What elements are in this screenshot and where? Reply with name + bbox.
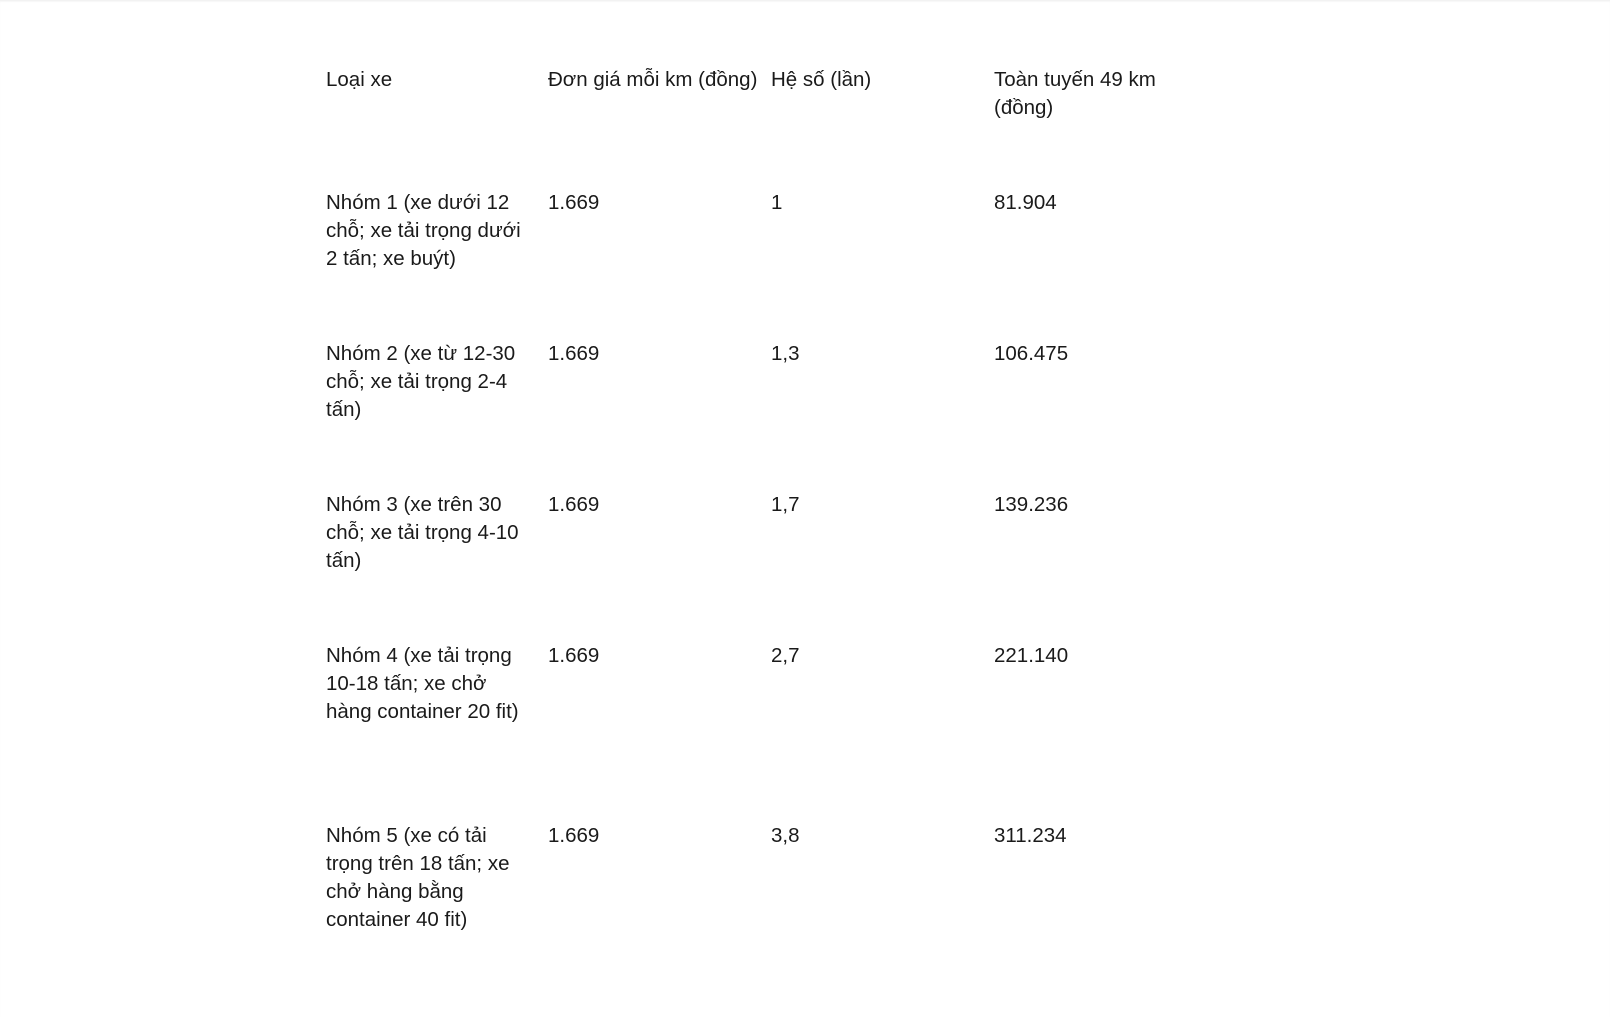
cell-vehicle-type: Nhóm 5 (xe có tải trọng trên 18 tấn; xe chở hàng bằng container 40 fit) (326, 824, 510, 931)
cell-coefficient: 2,7 (771, 644, 800, 667)
cell-total: 81.904 (994, 191, 1057, 214)
cell-total: 221.140 (994, 644, 1069, 667)
header-vehicle-type: Loại xe (326, 68, 393, 91)
cell-unit-price: 1.669 (548, 493, 600, 516)
cell-unit-price: 1.669 (548, 342, 600, 365)
cell-total: 311.234 (994, 824, 1067, 847)
cell-total: 139.236 (994, 493, 1069, 516)
table-row (320, 822, 1211, 962)
header-unit-price: Đơn giá mỗi km (đồng) (548, 68, 758, 91)
header-total: Toàn tuyến 49 km (đồng) (994, 68, 1156, 119)
cell-unit-price: 1.669 (548, 191, 600, 214)
cell-coefficient: 1,3 (771, 342, 800, 365)
table-row (320, 642, 1211, 822)
table-row (320, 189, 1211, 340)
table-row (320, 340, 1211, 491)
cell-unit-price: 1.669 (548, 644, 600, 667)
cell-coefficient: 1,7 (771, 493, 800, 516)
cell-vehicle-type: Nhóm 1 (xe dưới 12 chỗ; xe tải trọng dưới 2 tấn; xe buýt) (326, 191, 521, 270)
toll-fee-table (320, 66, 1211, 962)
header-coefficient: Hệ số (lần) (771, 68, 872, 91)
table-row (320, 491, 1211, 642)
cell-total: 106.475 (994, 342, 1069, 365)
cell-vehicle-type: Nhóm 2 (xe từ 12-30 chỗ; xe tải trọng 2-4 tấn) (326, 342, 516, 421)
cell-coefficient: 3,8 (771, 824, 800, 847)
cell-vehicle-type: Nhóm 4 (xe tải trọng 10-18 tấn; xe chở hàng container 20 fit) (326, 644, 519, 723)
cell-vehicle-type: Nhóm 3 (xe trên 30 chỗ; xe tải trọng 4-10 tấn) (326, 493, 519, 572)
table-header-row (320, 66, 1211, 189)
cell-unit-price: 1.669 (548, 824, 600, 847)
cell-coefficient: 1 (771, 191, 783, 214)
